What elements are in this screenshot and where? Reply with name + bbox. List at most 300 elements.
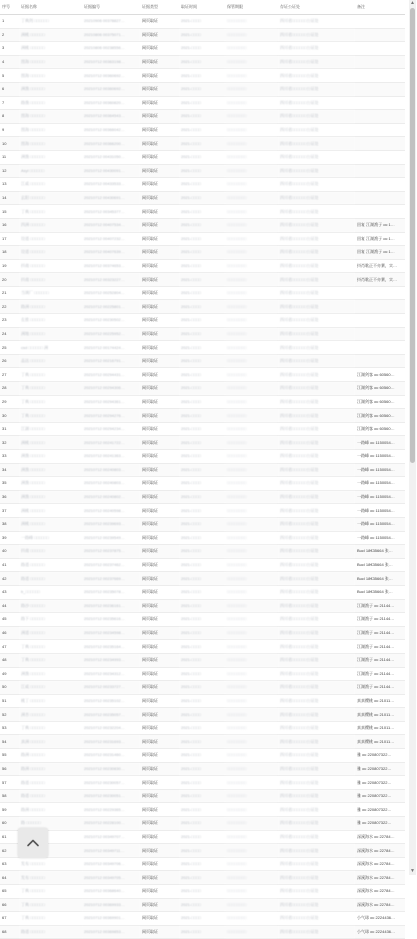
cell-notary-office: 四川省□□□□□□公证处: [278, 912, 355, 926]
cell-capture-time: 2021-□□□□: [179, 463, 225, 477]
table-row[interactable]: [0, 55, 405, 69]
cell-evidence-type: 网页取证: [140, 531, 179, 545]
scrollbar-thumb[interactable]: [410, 8, 415, 463]
cell-notary-office: 四川省□□□□□□公证处: [278, 776, 355, 790]
cell-evidence-type: 网页取证: [140, 246, 179, 260]
cell-evidence-name: 设道 □□□□□□: [19, 246, 82, 260]
cell-remark: 江湖渔子 oc 21144…: [355, 626, 405, 640]
table-row[interactable]: [0, 531, 405, 545]
cell-capture-time: 2021-□□□□: [179, 735, 225, 749]
cell-notary-office: 四川省□□□□□□公证处: [278, 191, 355, 205]
cell-index: 29: [0, 395, 19, 409]
cell-index: 20: [0, 273, 19, 287]
cell-evidence-type: 网页取证: [140, 545, 179, 559]
cell-evidence-number: 20210712 00349705…: [82, 871, 140, 885]
table-row[interactable]: [0, 15, 405, 29]
cell-evidence-number: 20210712 00174424…: [82, 341, 140, 355]
cell-retention-period: □□□□□□□□: [225, 110, 278, 124]
table-row[interactable]: [0, 395, 405, 409]
table-row[interactable]: [0, 681, 405, 695]
cell-evidence-name: 江咸 □□□□□□: [19, 178, 82, 192]
cell-notary-office: 四川省□□□□□□公证处: [278, 450, 355, 464]
cell-evidence-type: 网页取证: [140, 694, 179, 708]
cell-notary-office: 四川省□□□□□□公证处: [278, 857, 355, 871]
column-header-index[interactable]: 序号: [0, 0, 19, 15]
cell-notary-office: 四川省□□□□□□公证处: [278, 504, 355, 518]
table-row[interactable]: [0, 844, 405, 858]
table-row[interactable]: [0, 857, 405, 871]
cell-capture-time: 2021-□□□□: [179, 830, 225, 844]
cell-retention-period: □□□□□□□□: [225, 150, 278, 164]
cell-capture-time: 2021-□□□□: [179, 15, 225, 29]
table-row[interactable]: [0, 545, 405, 559]
column-header-evidence-type[interactable]: 证据类型: [140, 0, 179, 15]
table-row[interactable]: [0, 422, 405, 436]
cell-remark: [355, 15, 405, 29]
table-row[interactable]: [0, 232, 405, 246]
cell-capture-time: 2021-□□□□: [179, 368, 225, 382]
table-row[interactable]: [0, 626, 405, 640]
cell-notary-office: 四川省□□□□□□公证处: [278, 477, 355, 491]
cell-evidence-name: 丁典 □□□□□□: [19, 382, 82, 396]
cell-notary-office: 四川省□□□□□□公证处: [278, 613, 355, 627]
cell-evidence-name: 路洲 □□□□□□: [19, 803, 82, 817]
cell-remark: 江湖剑客 oc 60560…: [355, 368, 405, 382]
cell-notary-office: 四川省□□□□□□公证处: [278, 789, 355, 803]
column-header-retention-period[interactable]: 保管期限: [225, 0, 278, 15]
cell-evidence-name: 丁典 □□□□□□: [19, 368, 82, 382]
cell-notary-office: 四川省□□□□□□公证处: [278, 531, 355, 545]
cell-remark: 雅 oc 220807322…: [355, 776, 405, 790]
table-row[interactable]: [0, 613, 405, 627]
cell-index: 57: [0, 776, 19, 790]
cell-evidence-number: 20210712 00235164…: [82, 640, 140, 654]
cell-evidence-number: 20210712 00237462…: [82, 558, 140, 572]
cell-capture-time: 2021-□□□□: [179, 300, 225, 314]
table-row[interactable]: [0, 382, 405, 396]
cell-evidence-type: 网页取证: [140, 96, 179, 110]
cell-capture-time: 2021-□□□□: [179, 490, 225, 504]
table-row[interactable]: [0, 640, 405, 654]
cell-index: 18: [0, 246, 19, 260]
cell-evidence-number: 20210712 00364543…: [82, 110, 140, 124]
cell-evidence-name: 洲桃 □□□□□□: [19, 28, 82, 42]
cell-capture-time: 2021-□□□□: [179, 531, 225, 545]
cell-evidence-type: 网页取证: [140, 259, 179, 273]
cell-remark: Bucl 18€35664 张…: [355, 572, 405, 586]
cell-index: 43: [0, 585, 19, 599]
cell-capture-time: 2021-□□□□: [179, 545, 225, 559]
cell-evidence-name: 丁典 □□□□□□: [19, 395, 82, 409]
table-row[interactable]: [0, 653, 405, 667]
cell-evidence-type: 网页取证: [140, 925, 179, 939]
table-row[interactable]: [0, 42, 405, 56]
cell-capture-time: 2021-□□□□: [179, 137, 225, 151]
cell-notary-office: 四川省□□□□□□公证处: [278, 517, 355, 531]
cell-retention-period: □□□□□□□□: [225, 708, 278, 722]
cell-evidence-type: 网页取证: [140, 191, 179, 205]
table-row[interactable]: [0, 599, 405, 613]
table-row[interactable]: [0, 314, 405, 328]
column-header-notary-office[interactable]: 存证公证处: [278, 0, 355, 15]
cell-capture-time: 2021-□□□□: [179, 626, 225, 640]
cell-remark: 江湖剑客 oc 60560…: [355, 395, 405, 409]
table-row[interactable]: [0, 885, 405, 899]
cell-evidence-name: b_□□□□□□: [19, 585, 82, 599]
cell-retention-period: □□□□□□□□: [225, 477, 278, 491]
cell-notary-office: 四川省□□□□□□公证处: [278, 558, 355, 572]
cell-notary-office: 四川省□□□□□□公证处: [278, 803, 355, 817]
cell-capture-time: 2021-□□□□: [179, 55, 225, 69]
table-row[interactable]: [0, 137, 405, 151]
cell-remark: [355, 205, 405, 219]
cell-capture-time: 2021-□□□□: [179, 844, 225, 858]
cell-notary-office: 四川省□□□□□□公证处: [278, 164, 355, 178]
table-row[interactable]: [0, 490, 405, 504]
cell-evidence-type: 网页取证: [140, 844, 179, 858]
cell-evidence-number: 20210712 00240802…: [82, 490, 140, 504]
table-row[interactable]: [0, 341, 405, 355]
table-row[interactable]: [0, 246, 405, 260]
cell-evidence-name: 路洲 □□□□□□: [19, 749, 82, 763]
table-row[interactable]: [0, 178, 405, 192]
table-row[interactable]: [0, 789, 405, 803]
cell-index: 6: [0, 82, 19, 96]
cell-evidence-type: 网页取证: [140, 830, 179, 844]
cell-evidence-type: 网页取证: [140, 477, 179, 491]
table-row[interactable]: [0, 694, 405, 708]
cell-evidence-name: Asyl □□□□□□: [19, 164, 82, 178]
cell-capture-time: 2021-□□□□: [179, 817, 225, 831]
cell-capture-time: 2021-□□□□: [179, 178, 225, 192]
cell-index: 35: [0, 477, 19, 491]
table-row[interactable]: [0, 830, 405, 844]
cell-remark: 雅 oc 220807322…: [355, 762, 405, 776]
cell-notary-office: 四川省□□□□□□公证处: [278, 844, 355, 858]
cell-retention-period: □□□□□□□□: [225, 681, 278, 695]
cell-evidence-type: 网页取证: [140, 640, 179, 654]
table-header-row: [0, 0, 405, 15]
table-row[interactable]: [0, 504, 405, 518]
cell-evidence-name: 路道 □□□□□□: [19, 776, 82, 790]
cell-remark: Bucl 18€35664 张…: [355, 545, 405, 559]
cell-evidence-name: 洲渔 □□□□□□: [19, 82, 82, 96]
cell-retention-period: □□□□□□□□: [225, 286, 278, 300]
cell-evidence-name: 图海 □□□□□□: [19, 137, 82, 151]
table-row[interactable]: [0, 817, 405, 831]
cell-index: 36: [0, 490, 19, 504]
cell-evidence-name: 丁典 □□□□□□: [19, 885, 82, 899]
table-row[interactable]: [0, 776, 405, 790]
cell-evidence-number: 20210712 00240598…: [82, 504, 140, 518]
cell-evidence-number: 20210712 00237669…: [82, 572, 140, 586]
cell-evidence-type: 网页取证: [140, 613, 179, 627]
cell-capture-time: 2021-□□□□: [179, 246, 225, 260]
cell-notary-office: 四川省□□□□□□公证处: [278, 395, 355, 409]
cell-remark: 深溪海水 oc 22784…: [355, 844, 405, 858]
cell-evidence-number: 20210712 00234312…: [82, 667, 140, 681]
cell-capture-time: 2021-□□□□: [179, 150, 225, 164]
cell-index: 1: [0, 15, 19, 29]
table-row[interactable]: [0, 191, 405, 205]
cell-evidence-type: 网页取证: [140, 395, 179, 409]
cell-notary-office: 四川省□□□□□□公证处: [278, 232, 355, 246]
cell-retention-period: □□□□□□□□: [225, 762, 278, 776]
cell-capture-time: 2021-□□□□: [179, 776, 225, 790]
cell-evidence-number: 20210712 00241722…: [82, 436, 140, 450]
table-row[interactable]: [0, 259, 405, 273]
table-row[interactable]: [0, 82, 405, 96]
table-row[interactable]: [0, 735, 405, 749]
cell-index: 62: [0, 844, 19, 858]
cell-evidence-number: 20210712 00240803…: [82, 477, 140, 491]
cell-notary-office: 四川省□□□□□□公证处: [278, 694, 355, 708]
cell-evidence-name: 洲桃 □□□□□□: [19, 436, 82, 450]
table-row[interactable]: [0, 708, 405, 722]
cell-remark: 江湖渔子 oc 21144…: [355, 681, 405, 695]
cell-capture-time: 2021-□□□□: [179, 708, 225, 722]
cell-evidence-number: 20210712 00430091…: [82, 164, 140, 178]
cell-retention-period: □□□□□□□□: [225, 327, 278, 341]
cell-remark: [355, 28, 405, 42]
cell-evidence-type: 网页取证: [140, 789, 179, 803]
cell-evidence-number: 20210712 00230057…: [82, 776, 140, 790]
column-header-capture-time[interactable]: 取证时间: [179, 0, 225, 15]
cell-evidence-name: 洲渔 □□□□□□: [19, 490, 82, 504]
cell-remark: 江湖渔子 oc 21144…: [355, 667, 405, 681]
cell-evidence-name: 洲渔 □□□□□□: [19, 667, 82, 681]
cell-retention-period: □□□□□□□□: [225, 273, 278, 287]
cell-index: 26: [0, 354, 19, 368]
cell-remark: [355, 314, 405, 328]
cell-retention-period: □□□□□□□□: [225, 463, 278, 477]
cell-index: 52: [0, 708, 19, 722]
cell-retention-period: □□□□□□□□: [225, 123, 278, 137]
cell-evidence-type: 网页取证: [140, 585, 179, 599]
column-header-evidence-number[interactable]: 证据编号: [82, 0, 140, 15]
table-row[interactable]: [0, 368, 405, 382]
scroll-down-arrow-icon[interactable]: ▼: [410, 868, 415, 874]
cell-evidence-name: 发布 □□□□□□: [19, 871, 82, 885]
table-row[interactable]: [0, 164, 405, 178]
cell-retention-period: □□□□□□□□: [225, 857, 278, 871]
cell-evidence-number: 20210712 00407232…: [82, 232, 140, 246]
cell-evidence-name: 洲桃 □□□□□□: [19, 504, 82, 518]
cell-capture-time: 2021-□□□□: [179, 123, 225, 137]
cell-evidence-number: 20210712 00369853…: [82, 925, 140, 939]
cell-evidence-number: 20210712 00229365…: [82, 803, 140, 817]
cell-remark: [355, 82, 405, 96]
cell-retention-period: □□□□□□□□: [225, 626, 278, 640]
table-row[interactable]: [0, 273, 405, 287]
cell-retention-period: □□□□□□□□: [225, 218, 278, 232]
table-row[interactable]: [0, 477, 405, 491]
table-row[interactable]: [0, 123, 405, 137]
cell-index: 5: [0, 69, 19, 83]
cell-evidence-type: 网页取证: [140, 218, 179, 232]
cell-evidence-name: 路 □□□□□□: [19, 817, 82, 831]
table-row[interactable]: [0, 450, 405, 464]
cell-retention-period: □□□□□□□□: [225, 830, 278, 844]
table-row[interactable]: [0, 110, 405, 124]
cell-retention-period: □□□□□□□□: [225, 232, 278, 246]
vertical-scrollbar[interactable]: [409, 0, 416, 875]
table-row[interactable]: [0, 558, 405, 572]
cell-evidence-number: 20210712 00231693…: [82, 735, 140, 749]
cell-capture-time: 2021-□□□□: [179, 572, 225, 586]
cell-retention-period: □□□□□□□□: [225, 653, 278, 667]
table-row[interactable]: [0, 218, 405, 232]
cell-notary-office: 四川省□□□□□□公证处: [278, 96, 355, 110]
cell-index: 60: [0, 817, 19, 831]
cell-notary-office: 四川省□□□□□□公证处: [278, 640, 355, 654]
table-row[interactable]: [0, 871, 405, 885]
cell-index: 25: [0, 341, 19, 355]
table-row[interactable]: [0, 721, 405, 735]
cell-evidence-type: 网页取证: [140, 735, 179, 749]
table-row[interactable]: [0, 762, 405, 776]
cell-capture-time: 2021-□□□□: [179, 640, 225, 654]
cell-remark: [355, 178, 405, 192]
cell-index: 28: [0, 382, 19, 396]
cell-remark: 回复 江湖渔子 oc 1…: [355, 218, 405, 232]
cell-notary-office: 四川省□□□□□□公证处: [278, 300, 355, 314]
cell-retention-period: □□□□□□□□: [225, 490, 278, 504]
cell-evidence-name: 洲渔 □□□□□□: [19, 463, 82, 477]
table-row[interactable]: [0, 925, 405, 939]
table-row[interactable]: [0, 327, 405, 341]
table-row[interactable]: [0, 749, 405, 763]
cell-evidence-number: 20210712 00294306…: [82, 382, 140, 396]
cell-retention-period: □□□□□□□□: [225, 735, 278, 749]
cell-capture-time: 2021-□□□□: [179, 395, 225, 409]
table-row[interactable]: [0, 585, 405, 599]
table-row[interactable]: [0, 286, 405, 300]
cell-retention-period: □□□□□□□□: [225, 517, 278, 531]
cell-evidence-name: 洲杏 □□□□□□: [19, 708, 82, 722]
cell-evidence-type: 网页取证: [140, 28, 179, 42]
cell-remark: 江湖剑客 oc 60560…: [355, 409, 405, 423]
cell-retention-period: □□□□□□□□: [225, 817, 278, 831]
cell-index: 48: [0, 653, 19, 667]
cell-evidence-number: 20210712 00237875…: [82, 545, 140, 559]
cell-notary-office: 四川省□□□□□□公证处: [278, 762, 355, 776]
cell-evidence-number: 20210712 00363198…: [82, 55, 140, 69]
cell-index: 58: [0, 789, 19, 803]
cell-retention-period: □□□□□□□□: [225, 246, 278, 260]
cell-evidence-type: 网页取证: [140, 681, 179, 695]
cell-evidence-number: 20210712 00349711…: [82, 844, 140, 858]
table-row[interactable]: [0, 572, 405, 586]
cell-remark: 一路峰 oc 1150054…: [355, 490, 405, 504]
cell-evidence-type: 网页取证: [140, 69, 179, 83]
cell-retention-period: □□□□□□□□: [225, 164, 278, 178]
cell-evidence-name: 丁典 □□□□□□: [19, 640, 82, 654]
cell-evidence-type: 网页取证: [140, 341, 179, 355]
cell-index: 55: [0, 749, 19, 763]
cell-capture-time: 2021-□□□□: [179, 69, 225, 83]
cell-evidence-type: 网页取证: [140, 857, 179, 871]
cell-evidence-number: 20210712 00369933…: [82, 898, 140, 912]
cell-remark: [355, 286, 405, 300]
cell-capture-time: 2021-□□□□: [179, 341, 225, 355]
cell-evidence-name: 品达 □□□□□□: [19, 354, 82, 368]
table-row[interactable]: [0, 205, 405, 219]
table-row[interactable]: [0, 300, 405, 314]
table-row[interactable]: [0, 517, 405, 531]
cell-evidence-name: 图海 □□□□□□: [19, 69, 82, 83]
cell-notary-office: 四川省□□□□□□公证处: [278, 885, 355, 899]
cell-evidence-name: 丁典 □□□□□□: [19, 653, 82, 667]
cell-capture-time: 2021-□□□□: [179, 925, 225, 939]
cell-notary-office: 四川省□□□□□□公证处: [278, 110, 355, 124]
cell-evidence-name: 路渔 □□□□□□: [19, 96, 82, 110]
cell-remark: 深溪海水 oc 22784…: [355, 857, 405, 871]
cell-evidence-type: 网页取证: [140, 354, 179, 368]
cell-evidence-type: 网页取证: [140, 42, 179, 56]
cell-retention-period: □□□□□□□□: [225, 925, 278, 939]
cell-capture-time: 2021-□□□□: [179, 327, 225, 341]
cell-evidence-type: 网页取证: [140, 885, 179, 899]
table-row[interactable]: [0, 354, 405, 368]
cell-evidence-type: 网页取证: [140, 599, 179, 613]
table-row[interactable]: [0, 28, 405, 42]
cell-evidence-type: 网页取证: [140, 626, 179, 640]
back-to-top-button[interactable]: [18, 828, 48, 858]
cell-notary-office: 四川省□□□□□□公证处: [278, 409, 355, 423]
cell-capture-time: 2021-□□□□: [179, 789, 225, 803]
cell-remark: [355, 123, 405, 137]
cell-index: 61: [0, 830, 19, 844]
table-row[interactable]: [0, 667, 405, 681]
table-row[interactable]: [0, 898, 405, 912]
scroll-up-arrow-icon[interactable]: ▲: [410, 0, 415, 6]
cell-evidence-number: 20210712 00240803…: [82, 463, 140, 477]
cell-capture-time: 2021-□□□□: [179, 585, 225, 599]
table-row[interactable]: [0, 463, 405, 477]
table-row[interactable]: [0, 912, 405, 926]
cell-index: 33: [0, 450, 19, 464]
cell-notary-office: 四川省□□□□□□公证处: [278, 667, 355, 681]
table-row[interactable]: [0, 96, 405, 110]
column-header-remark[interactable]: 备注: [355, 0, 405, 15]
table-row[interactable]: [0, 409, 405, 423]
cell-capture-time: 2021-□□□□: [179, 477, 225, 491]
cell-capture-time: 2021-□□□□: [179, 653, 225, 667]
cell-capture-time: 2021-□□□□: [179, 912, 225, 926]
cell-evidence-name: 真洲 □□□□□□: [19, 735, 82, 749]
cell-evidence-number: 20210712 00430691…: [82, 191, 140, 205]
cell-retention-period: □□□□□□□□: [225, 28, 278, 42]
cell-evidence-name: 桃丁 □□□□□□: [19, 694, 82, 708]
cell-retention-period: □□□□□□□□: [225, 341, 278, 355]
table-row[interactable]: [0, 436, 405, 450]
table-row[interactable]: [0, 150, 405, 164]
table-row[interactable]: [0, 803, 405, 817]
cell-notary-office: 四川省□□□□□□公证处: [278, 15, 355, 29]
cell-notary-office: 四川省□□□□□□公证处: [278, 817, 355, 831]
table-row[interactable]: [0, 69, 405, 83]
cell-index: 49: [0, 667, 19, 681]
cell-evidence-number: 20210712 00228100…: [82, 817, 140, 831]
cell-evidence-number: 20210712 00230830…: [82, 762, 140, 776]
cell-capture-time: 2021-□□□□: [179, 803, 225, 817]
cell-evidence-number: 20210712 00230051…: [82, 789, 140, 803]
cell-evidence-type: 网页取证: [140, 368, 179, 382]
cell-evidence-name: 路道 □□□□□□: [19, 558, 82, 572]
cell-notary-office: 四川省□□□□□□公证处: [278, 123, 355, 137]
column-header-evidence-name[interactable]: 证据名称: [19, 0, 82, 15]
